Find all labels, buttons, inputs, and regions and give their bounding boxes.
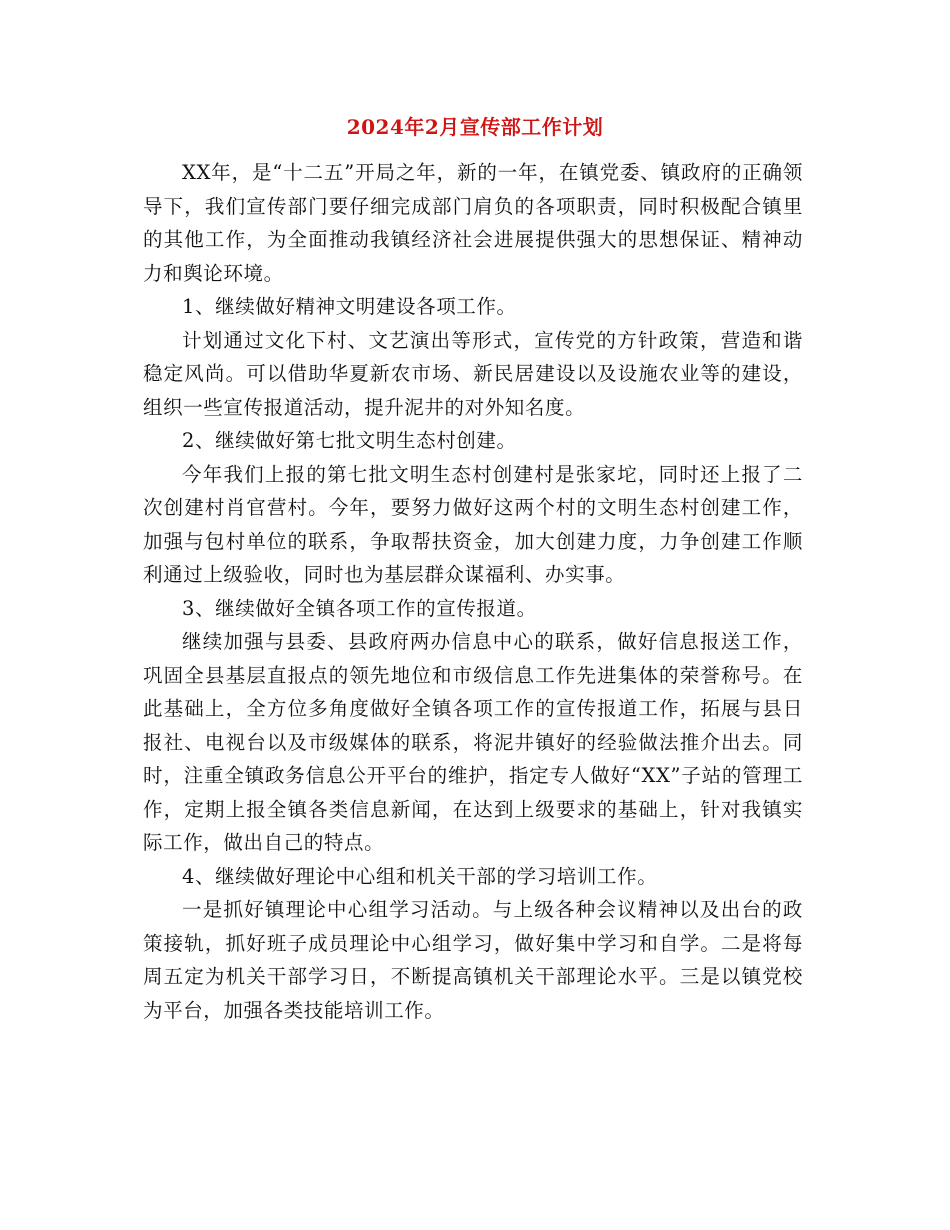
document-title: 2024年2月宣传部工作计划 <box>346 115 604 139</box>
paragraph-item-1: 计划通过文化下村、文艺演出等形式，宣传党的方针政策，营造和谐稳定风尚。可以借助华夏新农市场、新民居建设以及设施农业等的建设，组织一些宣传报道活动，提升泥井的对外知名度。 <box>143 328 803 419</box>
paragraph-intro: XX年，是“十二五”开局之年，新的一年，在镇党委、镇政府的正确领导下，我们宣传部门要仔细完成部门肩负的各项职责，同时积极配合镇里的其他工作，为全面推动我镇经济社会进展提供强大的思想保证、精神动力和舆论环境。 <box>143 161 803 285</box>
paragraph-item-3: 继续加强与县委、县政府两办信息中心的联系，做好信息报送工作，巩固全县基层直报点的领先地位和市级信息工作先进集体的荣誉称号。在此基础上，全方位多角度做好全镇各项工作的宣传报道工作，拓展与县日报社、电视台以及市级媒体的联系，将泥井镇好的经验做法推介出去。同时，注重全镇政务信息公开平台的维护，指定专人做好“XX”子站的管理工作，定期上报全镇各类信息新闻，在达到上级要求的基础上，针对我镇实际工作，做出自己的特点。 <box>143 630 803 854</box>
heading-item-2: 2、继续做好第七批文明生态村创建。 <box>182 429 517 452</box>
heading-item-4: 4、继续做好理论中心组和机关干部的学习培训工作。 <box>182 864 658 888</box>
heading-item-1: 1、继续做好精神文明建设各项工作。 <box>182 295 517 318</box>
paragraph-item-2: 今年我们上报的第七批文明生态村创建村是张家坨，同时还上报了二次创建村肖官营村。今年，要努力做好这两个村的文明生态村创建工作，加强与包村单位的联系，争取帮扶资金，加大创建力度，力争创建工作顺利通过上级验收，同时也为基层群众谋福利、办实事。 <box>143 462 803 586</box>
paragraph-item-4: 一是抓好镇理论中心组学习活动。与上级各种会议精神以及出台的政策接轨，抓好班子成员理论中心组学习，做好集中学习和自学。二是将每周五定为机关干部学习日，不断提高镇机关干部理论水平。三是以镇党校为平台，加强各类技能培训工作。 <box>143 898 803 1022</box>
heading-item-3: 3、继续做好全镇各项工作的宣传报道。 <box>182 596 537 620</box>
document-body <box>143 156 803 1027</box>
